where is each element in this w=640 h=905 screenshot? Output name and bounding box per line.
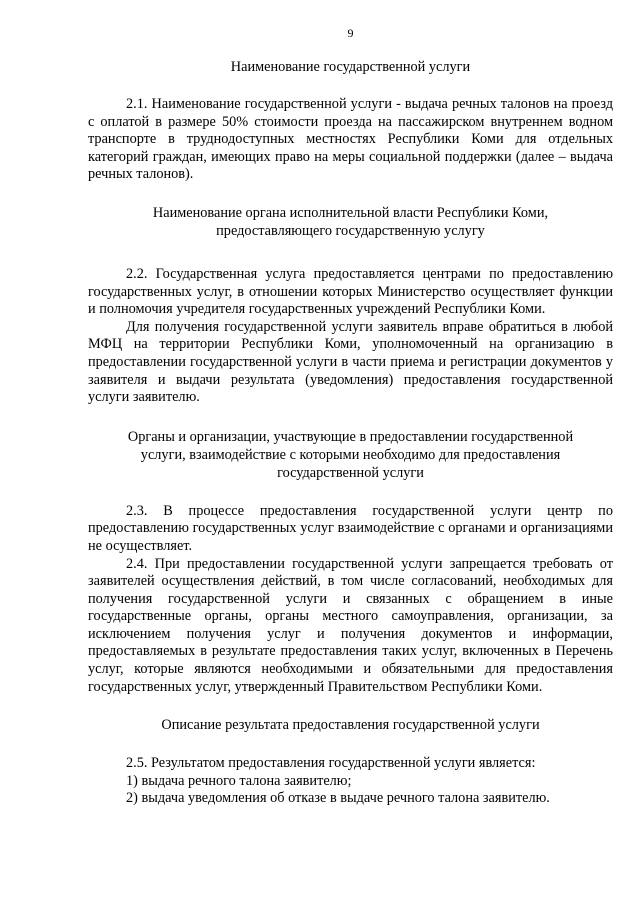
section-heading-participants — [88, 428, 613, 482]
section-heading-line: Органы и организации, участвующие в предоставлении государственной — [127, 428, 574, 445]
section-heading-result: Описание результата предоставления государственной услуги — [161, 717, 540, 734]
spacer — [88, 76, 613, 96]
page-number: 9 — [347, 26, 354, 40]
paragraph-2-2-mfc: Для получения государственной услуги заявитель вправе обратиться в любой МФЦ на территории Республики Коми, уполномоченный на организацию в предоставлении государственной услуги в части приема и регистрации документов у заявителя и выдачи результата (уведомления) предоставления государственной услуги заявителю. — [88, 318, 613, 406]
paragraph-2-5: 2.5. Результатом предоставления государственной услуги является: — [126, 755, 536, 772]
section-heading-line: услуги, взаимодействие с которыми необходимо для предоставления — [140, 446, 561, 463]
paragraph-2-4: 2.4. При предоставлении государственной услуги запрещается требовать от заявителей осуществления действий, в том числе согласований, необходимых для получения государственной услуги и связанных с обращением в иные государственные органы, органы местного самоуправления, организации, за исключением получения услуг и получения документов и информации, предоставляемых в результате предоставления таких услуг, включенных в Перечень услуг, которые являются необходимыми и обязательными для предоставления государственных услуг, утвержденный Правительством Республики Коми. — [88, 555, 613, 695]
paragraph-2-3: 2.3. В процессе предоставления государственной услуги центр по предоставлению государственных услуг взаимодействие с органами и организациями не осуществляет. — [88, 502, 613, 554]
spacer — [88, 734, 613, 755]
spacer — [88, 407, 613, 428]
section-heading-line: предоставляющего государственную услугу — [216, 222, 485, 239]
section-heading-line: государственной услуги — [277, 464, 424, 481]
paragraph-2-2: 2.2. Государственная услуга предоставляется центрами по предоставлению государственных услуг, в отношении которых Министерство осуществляет функции и полномочия учредителя государственных учреждений Республики Коми. — [88, 265, 613, 318]
spacer — [88, 696, 613, 716]
paragraph-2-1: 2.1. Наименование государственной услуги - выдача речных талонов на проезд с оплатой в размере 50% стоимости проезда на пассажирском внутреннем водном транспорте в труднодоступных местностях Республики Коми для отдельных категорий граждан, имеющих право на меры социальной поддержки (далее – выдача речных талонов). — [88, 96, 613, 183]
spacer — [88, 482, 613, 503]
section-heading-authority — [88, 204, 613, 240]
section-heading-line: Наименование органа исполнительной власти Республики Коми, — [152, 204, 549, 221]
list-item: 2) выдача уведомления об отказе в выдаче речного талона заявителю. — [126, 790, 550, 807]
spacer — [88, 184, 613, 204]
spacer — [88, 240, 613, 266]
list-item: 1) выдача речного талона заявителю; — [126, 772, 352, 789]
section-heading-service-name: Наименование государственной услуги — [230, 59, 471, 75]
